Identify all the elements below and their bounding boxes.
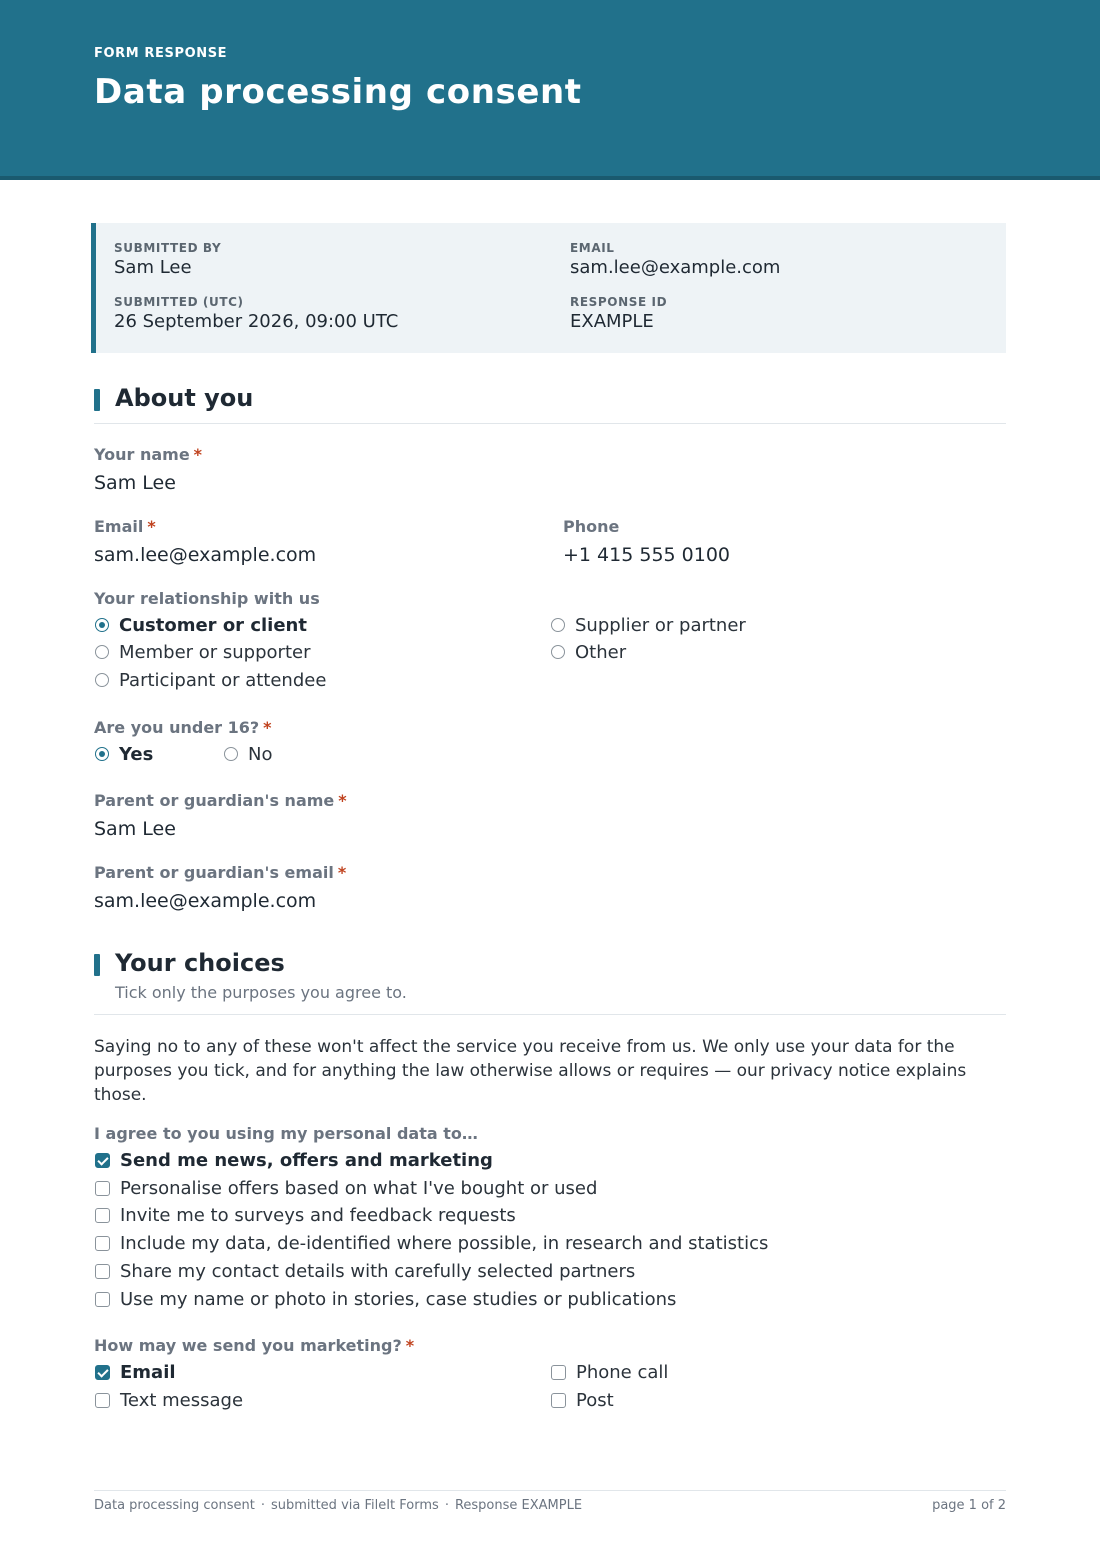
radio-icon[interactable] <box>551 618 565 632</box>
field-label: Are you under 16? * <box>94 718 272 737</box>
checkbox-icon[interactable] <box>95 1236 110 1251</box>
field-guardian-email <box>94 863 346 912</box>
field-value: Sam Lee <box>94 818 176 840</box>
section-divider <box>94 423 1006 424</box>
option-label: No <box>248 743 273 765</box>
field-marketing-channels <box>94 1336 414 1355</box>
required-mark: * <box>338 791 347 810</box>
section-title: Your choices <box>115 949 285 977</box>
field-phone <box>563 517 730 566</box>
checkbox-news-offers-marketing[interactable] <box>95 1148 493 1172</box>
checkbox-checked-icon[interactable] <box>95 1153 110 1168</box>
required-mark: * <box>405 1336 415 1355</box>
checkbox-research[interactable] <box>95 1231 768 1255</box>
required-mark: * <box>263 718 272 737</box>
radio-yes[interactable] <box>95 742 153 766</box>
field-label: How may we send you marketing? * <box>94 1336 415 1355</box>
option-label: Personalise offers based on what I've bought or used <box>120 1177 598 1199</box>
field-label: Your relationship with us <box>94 589 320 608</box>
footer-separator: · <box>260 1498 265 1513</box>
checkbox-phone-call[interactable] <box>551 1360 668 1384</box>
submitter-email-label: EMAIL <box>570 241 615 255</box>
field-label: I agree to you using my personal data to… <box>94 1124 478 1143</box>
required-mark: * <box>193 445 203 464</box>
submitted-by <box>114 241 221 278</box>
submitter-email-value: sam.lee@example.com <box>570 257 781 278</box>
submitted-by-value: Sam Lee <box>114 257 192 278</box>
checkbox-icon[interactable] <box>95 1393 110 1408</box>
radio-selected-icon[interactable] <box>95 747 109 761</box>
checkbox-icon[interactable] <box>95 1208 110 1223</box>
checkbox-icon[interactable] <box>551 1393 566 1408</box>
checkbox-icon[interactable] <box>95 1181 110 1196</box>
field-relationship <box>94 589 320 608</box>
footer-form-name: Data processing consent <box>94 1498 255 1513</box>
submitted-by-label: SUBMITTED BY <box>114 241 222 255</box>
option-label: Include my data, de-identified where possible, in research and statistics <box>120 1232 769 1254</box>
option-label: Participant or attendee <box>119 669 327 691</box>
checkbox-checked-icon[interactable] <box>95 1365 110 1380</box>
radio-participant-or-attendee[interactable] <box>95 668 326 692</box>
checkbox-icon[interactable] <box>95 1264 110 1279</box>
section-accent-bar <box>94 954 100 976</box>
field-value: +1 415 555 0100 <box>563 544 731 566</box>
radio-customer-or-client[interactable] <box>95 613 307 637</box>
checkbox-icon[interactable] <box>551 1365 566 1380</box>
checkbox-email[interactable] <box>95 1360 176 1384</box>
option-label: Invite me to surveys and feedback requests <box>120 1204 516 1226</box>
radio-supplier-or-partner[interactable] <box>551 613 746 637</box>
footer-submitted-via: submitted via FileIt Forms <box>270 1498 439 1513</box>
radio-member-or-supporter[interactable] <box>95 640 310 664</box>
field-under-16 <box>94 718 272 737</box>
checkbox-personalise-offers[interactable] <box>95 1176 597 1200</box>
option-label: Customer or client <box>119 614 307 636</box>
header-eyebrow: FORM RESPONSE <box>94 46 228 61</box>
checkbox-post[interactable] <box>551 1388 614 1412</box>
radio-other[interactable] <box>551 640 626 664</box>
option-label: Other <box>575 641 627 663</box>
option-label: Send me news, offers and marketing <box>120 1149 493 1171</box>
form-header <box>0 0 1100 180</box>
field-value: sam.lee@example.com <box>94 544 317 566</box>
choices-intro-text: Saying no to any of these won't affect the service you receive from us. We only use your data for the purposes you tick, and for anything the law otherwise allows or requires — our privacy notice explains those. <box>94 1037 967 1105</box>
section-accent-bar <box>94 389 100 411</box>
option-label: Phone call <box>576 1361 669 1383</box>
field-purposes <box>94 1124 478 1143</box>
field-label: Parent or guardian's email * <box>94 863 347 882</box>
field-value: sam.lee@example.com <box>94 890 317 912</box>
radio-icon[interactable] <box>95 673 109 687</box>
response-id <box>570 295 667 332</box>
submission-summary <box>91 223 1006 353</box>
field-guardian-name <box>94 791 347 840</box>
checkbox-icon[interactable] <box>95 1292 110 1307</box>
checkbox-surveys[interactable] <box>95 1203 516 1227</box>
section-subtitle: Tick only the purposes you agree to. <box>115 983 407 1002</box>
checkbox-share-partners[interactable] <box>95 1259 635 1283</box>
response-id-value: EXAMPLE <box>570 311 654 332</box>
page-number: page 1 of 2 <box>932 1498 1006 1513</box>
option-label: Supplier or partner <box>575 614 746 636</box>
footer-info <box>94 1498 582 1513</box>
radio-icon[interactable] <box>95 645 109 659</box>
field-label: Phone <box>563 517 620 536</box>
option-label: Text message <box>120 1389 244 1411</box>
field-your-name <box>94 445 202 494</box>
field-value: Sam Lee <box>94 472 176 494</box>
required-mark: * <box>147 517 156 536</box>
option-label: Email <box>120 1361 176 1383</box>
radio-selected-icon[interactable] <box>95 618 109 632</box>
response-id-label: RESPONSE ID <box>570 295 668 309</box>
footer-separator: · <box>444 1498 449 1513</box>
option-label: Share my contact details with carefully selected partners <box>120 1260 636 1282</box>
required-mark: * <box>337 863 347 882</box>
footer-response: Response EXAMPLE <box>454 1498 583 1513</box>
footer-divider <box>94 1490 1006 1491</box>
page-title: Data processing consent <box>94 72 582 112</box>
radio-icon[interactable] <box>551 645 565 659</box>
option-label: Use my name or photo in stories, case studies or publications <box>120 1288 677 1310</box>
option-label: Post <box>576 1389 614 1411</box>
section-title: About you <box>115 384 254 412</box>
submitted-time-label: SUBMITTED (UTC) <box>114 295 244 309</box>
submitted-time-value: 26 September 2026, 09:00 UTC <box>114 311 399 332</box>
field-label: Your name * <box>94 445 203 464</box>
section-divider <box>94 1014 1006 1015</box>
submitted-time <box>114 295 398 332</box>
field-label: Email * <box>94 517 156 536</box>
checkbox-text-message[interactable] <box>95 1388 243 1412</box>
field-label: Parent or guardian's name * <box>94 791 347 810</box>
field-email <box>94 517 316 566</box>
checkbox-name-or-photo[interactable] <box>95 1287 676 1311</box>
submitter-email <box>570 241 780 278</box>
radio-icon[interactable] <box>224 747 238 761</box>
radio-no[interactable] <box>224 742 272 766</box>
option-label: Yes <box>119 743 154 765</box>
option-label: Member or supporter <box>119 641 311 663</box>
